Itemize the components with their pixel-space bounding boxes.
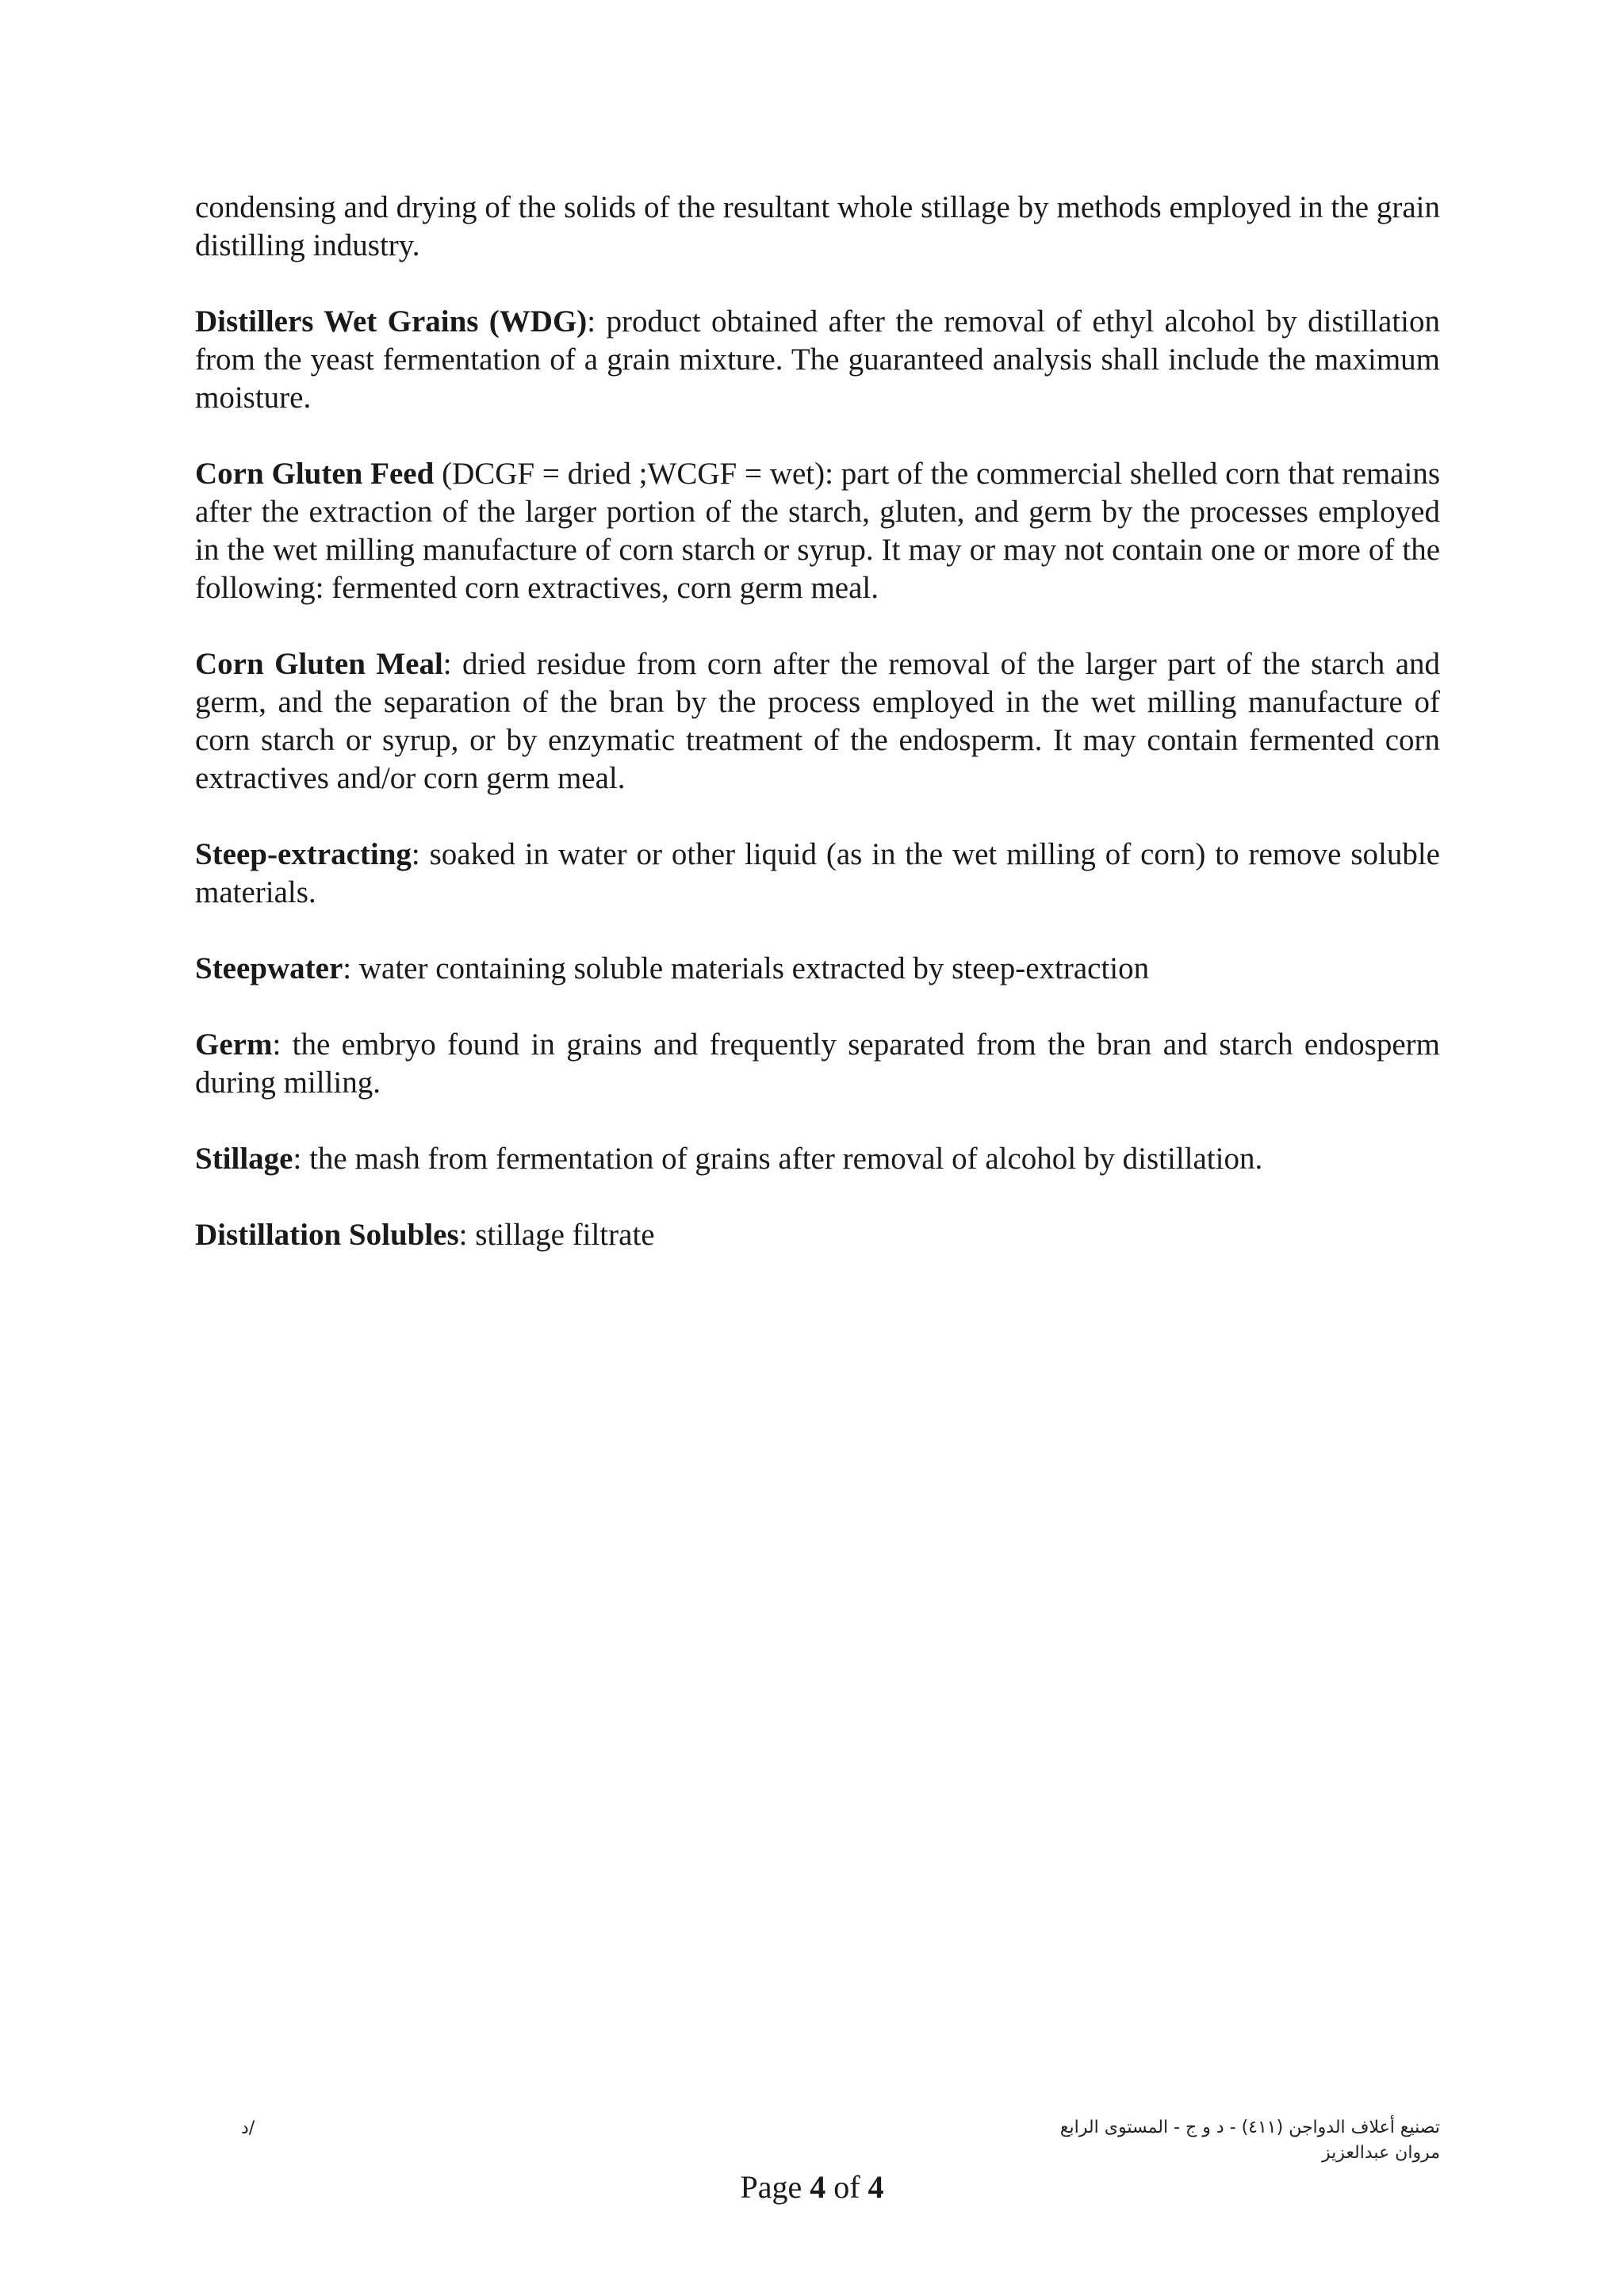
definition-term: Germ [195,1027,273,1062]
definition-corn-gluten-feed [195,455,1440,607]
page-current: 4 [810,2169,826,2205]
definition-text: : soaked in water or other liquid (as in the wet milling of corn) to remove soluble materials. [195,837,1440,909]
page-number [0,2168,1624,2206]
definition-text: : the mash from fermentation of grains after removal of alcohol by distillation. [293,1142,1263,1176]
footer-course-line: تصنيع أعلاف الدواجن (٤١١) - د و ج - المستوى الرابع [1059,2118,1440,2137]
footer-course-info [1060,2115,1440,2166]
page-total: 4 [868,2169,884,2205]
definition-text: : dried residue from corn after the removal of the larger part of the starch and germ, and the separation of the bran by the process employed in the wet milling manufacture of corn starch or syrup, or by enzymatic treatment of the endosperm. It may contain fermented corn extractives and/or corn germ meal. [195,647,1441,795]
definition-term: Corn Gluten Feed [195,457,435,491]
definition-text: condensing and drying of the solids of the resultant whole stillage by methods employed in the grain distilling industry. [195,190,1440,262]
definition-distillers-wet-grains [195,303,1440,417]
definition-steep-extracting [195,836,1440,912]
definition-stillage [195,1140,1440,1178]
definition-distillation-solubles [195,1216,1440,1254]
definition-term: Distillers Wet Grains (WDG) [195,304,588,339]
footer-left-mark: د/ [241,2118,255,2138]
footer-author-line: مروان عبدالعزيز [1322,2143,1440,2163]
definition-text: (DCGF = dried ;WCGF = wet): part of the commercial shelled corn that remains after the extraction of the larger portion of the starch, gluten, and germ by the processes employed in the wet milling manufacture of corn starch or syrup. It may or may not contain one or more of the following: fermented corn extractives, corn germ meal. [195,457,1440,605]
definition-steepwater [195,950,1440,988]
definition-term: Steepwater [195,951,343,985]
definition-text: : product obtained after the removal of ethyl alcohol by distillation from the yeast fermentation of a grain mixture. The guaranteed analysis shall include the maximum moisture. [195,304,1440,415]
definition-text: : water containing soluble materials extracted by steep-extraction [343,951,1150,985]
definition-text: : stillage filtrate [458,1218,655,1252]
definition-text: : the embryo found in grains and frequently separated from the bran and starch endosperm during milling. [195,1027,1440,1100]
definition-germ [195,1026,1440,1102]
definition-term: Steep-extracting [195,837,412,871]
document-body [195,189,1440,1292]
page-separator: of [833,2169,860,2205]
definition-corn-gluten-meal [195,645,1440,798]
page-prefix: Page [740,2169,802,2205]
definition-term: Corn Gluten Meal [195,647,443,681]
paragraph-continuation [195,189,1440,265]
definition-term: Stillage [195,1142,293,1176]
definition-term: Distillation Solubles [195,1218,459,1252]
